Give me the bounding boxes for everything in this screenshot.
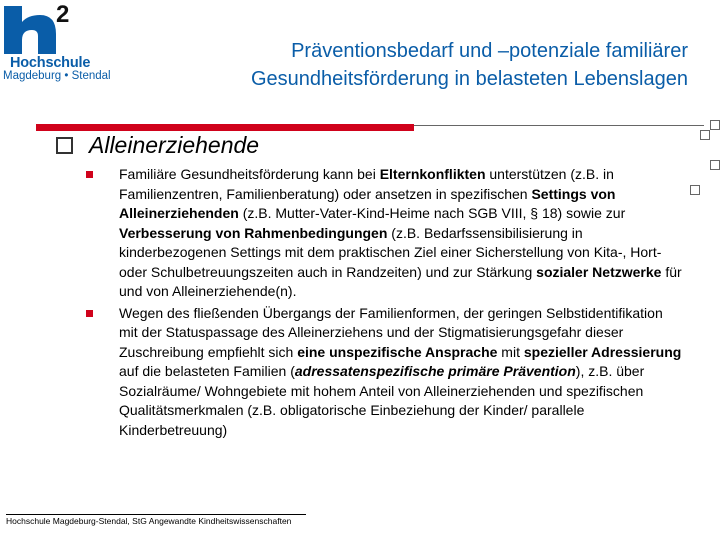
bullet-text-part: auf die belasteten Familien ( <box>119 363 295 379</box>
section-heading-text: Alleinerziehende <box>89 132 260 158</box>
footer-divider <box>6 514 306 515</box>
decor-square <box>690 185 700 195</box>
bullet-text-bold: spezieller Adressierung <box>523 343 682 360</box>
bullet-text <box>119 305 681 438</box>
logo-superscript: 2 <box>56 1 70 28</box>
section-heading <box>56 132 259 159</box>
slide-title-line-1: Präventionsbedarf und –potenziale familiärer <box>291 40 688 62</box>
bullet-text-bold: eine unspezifische Ansprache <box>297 343 498 360</box>
heading-bullet-icon <box>56 137 73 154</box>
decor-square <box>700 130 710 140</box>
bullet-text <box>119 166 682 299</box>
header-grey-line <box>414 125 704 126</box>
bullet-text-part: für und von Alleinerziehende(n). <box>119 263 682 299</box>
slide-title-line-2: Gesundheitsförderung in belasteten Lebenslagen <box>251 68 688 90</box>
logo-subtitle: Magdeburg • Stendal <box>3 70 111 82</box>
bullet-list <box>85 165 683 440</box>
bullet-text-part: ), z.B. über Sozialräume/ Wohngebiete mit hohem Anteil von Alleinerziehenden und spezifischen Qualitätsmerkmalen (z.B. obligatorische Einbeziehung der Kinder/ parallele Kinderbetreuung) <box>119 363 645 438</box>
footer-text: Hochschule Magdeburg-Stendal, StG Angewandte Kindheitswissenschaften <box>6 516 292 526</box>
square-bullet-icon <box>86 310 93 317</box>
bullet-text-part: (z.B. Mutter-Vater-Kind-Heime nach SGB VIII, § 18) sowie zur <box>238 205 626 221</box>
decor-square <box>710 160 720 170</box>
bullet-text-part: Wegen des fließenden Übergangs der Familienformen, der geringen Selbstidentifikation mit der Statuspassage des Alleinerziehens und der Stigmatisierungsgefahr dieser Zuschreibung empfiehlt sich <box>119 304 663 360</box>
bullet-text-part: (z.B. Bedarfssensibilisierung in kinderbezogenen Settings mit dem praktischen Ziel einer Sicherstellung von Kita-, Hort- oder Schulbetreuungszeiten auch in Randzeiten) und zur Stärkung <box>119 224 662 280</box>
bullet-text-part: mit <box>497 343 524 360</box>
header-red-bar <box>36 124 414 131</box>
square-bullet-icon <box>86 171 93 178</box>
bullet-text-bold-italic: adressatenspezifische primäre Prävention <box>294 363 576 379</box>
bullet-text-bold: sozialer Netzwerke <box>536 263 662 280</box>
bullet-item <box>85 165 683 302</box>
bullet-item <box>85 304 683 441</box>
bullet-text-bold: Elternkonflikten <box>379 166 486 182</box>
decor-square <box>710 120 720 130</box>
bullet-text-part: unterstützen (z.B. in Familienzentren, Familienberatung) oder ansetzen in spezifischen <box>119 166 614 202</box>
slide-title <box>128 37 688 93</box>
bullet-text-part: Familiäre Gesundheitsförderung kann bei <box>119 166 380 182</box>
bullet-text-bold: Verbesserung von Rahmenbedingungen <box>119 224 388 241</box>
bullet-text-bold: Settings von Alleinerziehenden <box>119 185 616 221</box>
logo-name: Hochschule <box>10 55 91 71</box>
university-logo <box>0 0 122 88</box>
